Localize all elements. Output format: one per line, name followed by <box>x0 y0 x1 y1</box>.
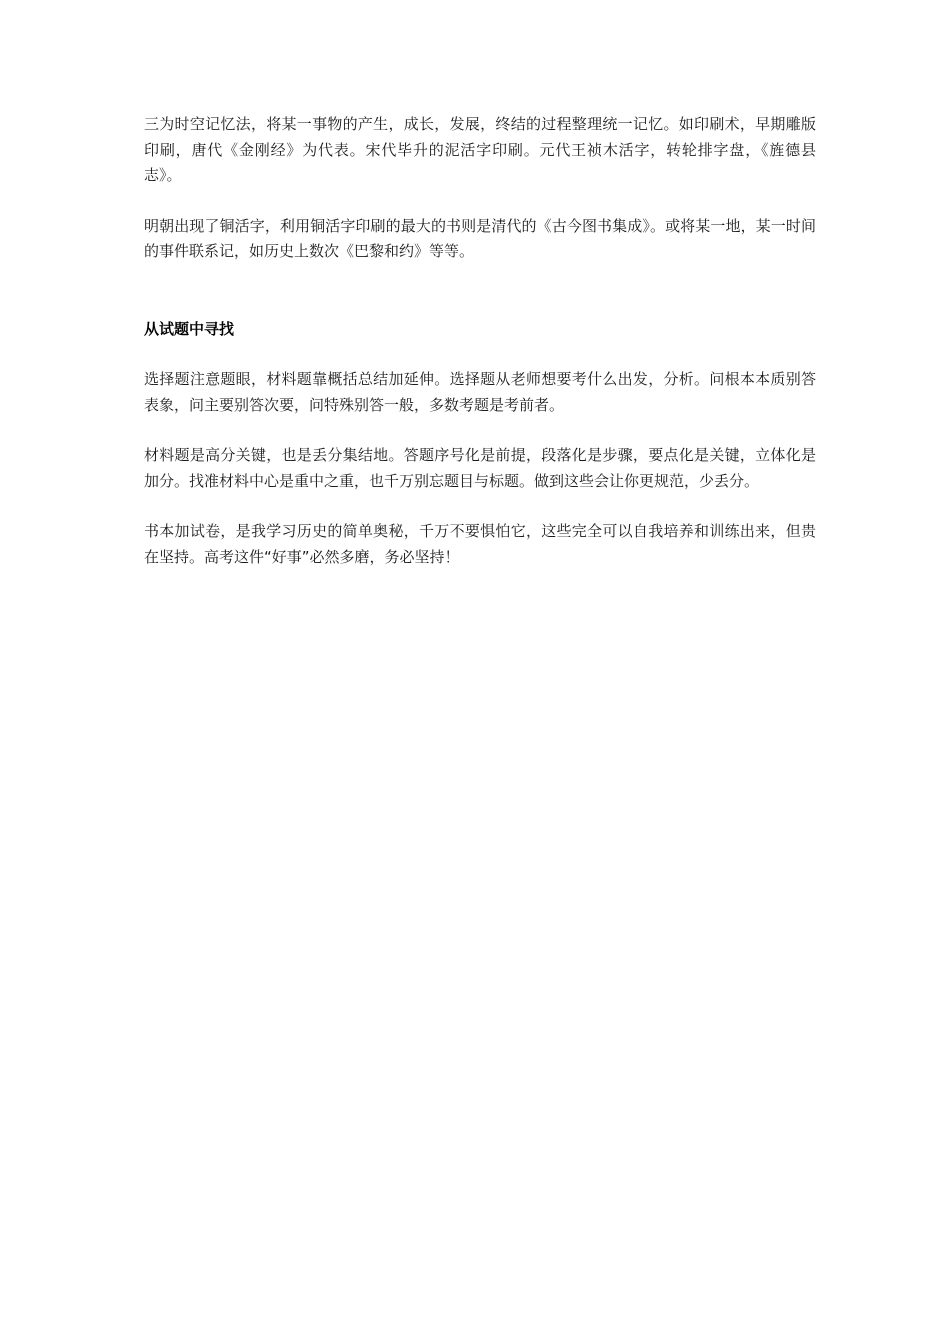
document-page <box>144 112 816 570</box>
section-spacer <box>144 265 816 317</box>
paragraph-spacer <box>144 494 816 519</box>
section-heading: 从试题中寻找 <box>144 319 235 338</box>
paragraph-spacer <box>144 418 816 443</box>
paragraph-question-types: 选择题注意题眼，材料题靠概括总结加延伸。选择题从老师想要考什么出发，分析。问根本本质别答表象，问主要别答次要，问特殊别答一般，多数考题是考前者。 <box>144 370 816 414</box>
paragraph-material-questions: 材料题是高分关键，也是丢分集结地。答题序号化是前提，段落化是步骤，要点化是关键，立体化是加分。找准材料中心是重中之重，也千万别忘题目与标题。做到这些会让你更规范，少丢分。 <box>144 446 816 490</box>
paragraph-copper-type: 明朝出现了铜活字，利用铜活字印刷的最大的书则是清代的《古今图书集成》。或将某一地，某一时间的事件联系记，如历史上数次《巴黎和约》等等。 <box>144 216 816 260</box>
paragraph-memory-method: 三为时空记忆法，将某一事物的产生，成长，发展，终结的过程整理统一记忆。如印刷术，早期雕版印刷，唐代《金刚经》为代表。宋代毕升的泥活字印刷。元代王祯木活字，转轮排字盘，《旌德县志》。 <box>144 115 816 184</box>
paragraph-spacer <box>144 342 816 367</box>
paragraph-conclusion: 书本加试卷，是我学习历史的简单奥秘，千万不要惧怕它，这些完全可以自我培养和训练出来，但贵在坚持。高考这件“好事”必然多磨，务必坚持！ <box>144 522 816 566</box>
paragraph-spacer <box>144 189 816 214</box>
